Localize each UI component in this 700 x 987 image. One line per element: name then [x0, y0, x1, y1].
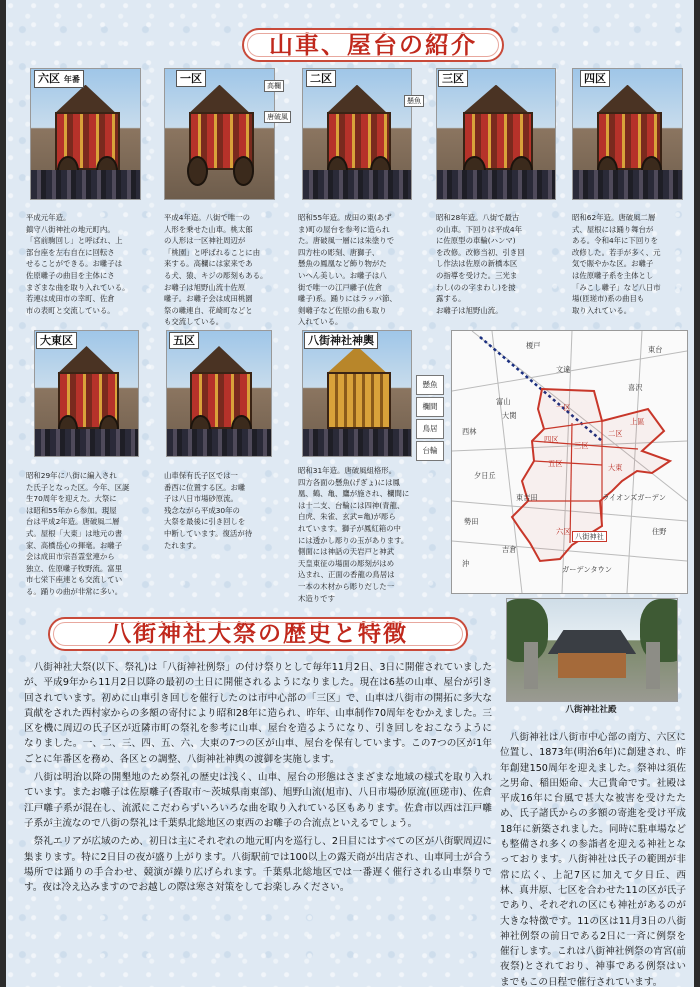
- label-mikoshi: 八街神社神輿: [304, 332, 378, 349]
- section-title-history: 八街神社大祭の歴史と特徴: [48, 617, 468, 651]
- tag-gegyo: 懸魚: [404, 95, 424, 107]
- map-label-bunchigai: 文違: [556, 365, 571, 374]
- map-label-seta: 勢田: [464, 517, 479, 526]
- label-yonku: 四区: [580, 70, 610, 87]
- shrine-caption: 八街神社社殿: [565, 705, 617, 715]
- map-label-sanku: 三区: [574, 441, 589, 450]
- map-label-yuhigaoka: 夕日丘: [474, 471, 496, 480]
- label-niku: 二区: [306, 70, 336, 87]
- tag-kouran: 高欄: [264, 80, 284, 92]
- desc-niku: 昭和55年造。成田の東(あず ま)町の屋台を参考に造られ た。唐破風一層には朱塗りで 四方柱の彫刻、唐獅子、 懸魚の鳳凰など飾り物がた いへん美しい。お囃子は八 街で唯一の江戸囃子(佐倉 囃子)系。踊りにはラッパ節、 剣囃子など佐原の曲も取り 入れている。: [298, 213, 397, 327]
- map-label-sumino: 住野: [652, 527, 667, 536]
- photo-ikku: [164, 68, 275, 200]
- map-label-daito: 大東: [608, 463, 623, 472]
- history-paragraph-3: 祭礼エリアが広域のため、初日は主にそれぞれの地元町内を巡行し、2日目にはすべての区が八街駅周辺に集まります。特に2日目の夜が盛り上がります。八街駅前では100以上の露天商が出店され、山車同士が合う場所では踊りの手合わせ、競演が繰り広げられます。千葉県北総地区では一番遅く催行される山車祭りです。夜は冷え込みますのでお越しの際は寒さ対策をしてお楽しみください。: [24, 836, 492, 894]
- history-paragraph-2: 八街は明治以降の開墾地のため祭礼の歴史は浅く、山車、屋台の形態はさまざまな地域の様式を取り入れています。またお囃子は佐原囃子(香取市〜茨城県南東部)、旭野山流(旭市)、八日市場砂原流(匝瑳市)、佐倉江戸囃子系が混在し、流派にこだわらずいろいろな曲を取り入れている区もあります。佐倉市以西は江戸囃子系が主流なので八街の祭礼は千葉県北総地区の東西のお囃子の合流点といえるでしょう。: [24, 772, 492, 829]
- map-label-tomiyama: 富山: [496, 397, 511, 406]
- map-label-ozeki: 大関: [502, 411, 517, 420]
- photo-yonku: [572, 68, 683, 200]
- tag-mikoshi-ranma: 欄間: [416, 397, 444, 417]
- label-daitoku: 大東区: [36, 332, 77, 349]
- page: [6, 0, 694, 987]
- desc-rokku: 平成元年造。 鎮守八街神社の地元町内。 「宮前駒回し」と呼ばれ、上 部台座を左右自在に回転さ せることができる。お囃子は 佐原囃子の曲目を主体にさ まざまな曲を取り入れている。 若連は成田市の幸町、佐倉 市の表町と交流している。: [26, 213, 130, 315]
- history-text: [24, 660, 492, 895]
- map-label-nishibayashi: 西林: [462, 427, 477, 436]
- map-label-ikku: 一区: [556, 403, 571, 412]
- label-ikku: 一区: [176, 70, 206, 87]
- map-label-enokido: 榎戸: [526, 341, 541, 350]
- label-sanku: 三区: [438, 70, 468, 87]
- map-label-kizawa: 喜沢: [628, 383, 643, 392]
- map-label-higashiyoshida: 東吉田: [516, 493, 538, 502]
- shrine-text: 八街神社は八街市中心部の南方、六区に位置し、1873年(明治6年)に創建され、昨年創建150周年を迎えました。祭神は須佐之男命、稲田姫命、大己貴命です。社殿は平成16年に台風で甚大な被害を受けたため、氏子諸氏からの多額の寄進を受け平成18年に新築されました。同時に駐車場なども整備され多くの参詣者を迎える神社となっております。八街神社は氏子の範囲が非常に広く、上記7区に加えて夕日丘、西林、真井原、七区を合わせた11の区が氏子であり、それぞれの区にも神社があるのが大きな特徴です。11の区は11月3日の八街神社例祭の前日である2日に一斉に例祭を催行します。これは八街神社例祭の宵宮(前夜祭)とされており、神事である例祭はいまでもこの日程で催行されています。: [500, 732, 686, 987]
- map-label-goku: 五区: [548, 459, 563, 468]
- section-title-floats: 山車、屋台の紹介: [242, 28, 504, 62]
- map-label-higashidai: 東台: [648, 345, 663, 354]
- photo-niku: [302, 68, 412, 200]
- tag-mikoshi-gegyo: 懸魚: [416, 375, 444, 395]
- label-rokku: 六区 年番: [34, 70, 84, 88]
- label-goku: 五区: [169, 332, 199, 349]
- map-label-yoshikura: 吉倉: [502, 545, 517, 554]
- photo-sanku: [436, 68, 556, 200]
- desc-sanku: 昭和28年造。八街で最古 の山車。下回りは平成4年 に佐原型の車輪(ハンマ) を改修。改修当初、引き回 し作法は佐原の新橋本区 の指導を受けた。三光ま わし(のの字まわし)を披 露する。 お囃子は旭野山流。: [436, 213, 525, 315]
- history-paragraph-1: 八街神社大祭(以下、祭礼)は「八街神社例祭」の付け祭りとして毎年11月2日、3日に開催されていましたが、平成9年から11月2日以降の最初の土日に開催されるようになりました。現在は6基の山車、屋台が引き回されています。初めに山車引き回しを催行したのは市中心部の「三区」で、山車は八街市の開拓に多大な貢献をされた西村家からの多額の寄付により昭和28年に造られ、昨年、山車制作70周年をむかえました。三区を機に周辺の氏子区が近隣市町の祭礼を参考に山車、屋台を造るようになり、引き回しをおこなうようになりました。一、二、三、四、五、六、大東の7つの区が山車、屋台を保有しています。この7つの区が1年ごとに年番区を務め、各区との調整、八街神社神輿の渡御を実施します。: [24, 662, 492, 765]
- desc-mikoshi: 昭和31年造。唐破風組格形。 四方各面の懸魚(げぎょ)には鳳 凰、鶴、亀、鷹が施され、欄間に は十二支、台輪には四神(青龍、 白虎、朱雀、玄武=亀)が彫ら れています。獅子が鳳紅箱の中 には透かし彫りの玉があります。 側面には神話の天岩戸と神武 天皇東征の場面の彫刻がはめ 込まれ、正面の香龍の鳥居は 一本の木材から彫りだした一 木造りです: [298, 466, 410, 603]
- map-label-lions: ライオンズガーデン: [602, 493, 666, 502]
- tag-mikoshi-torii: 鳥居: [416, 419, 444, 439]
- photo-daitoku: [34, 330, 139, 457]
- map-label-joku: 上區: [630, 417, 645, 426]
- desc-daitoku: 昭和29年に八街に編入され た氏子となった区。今年、区誕 生70周年を迎えた。大祭に は昭和55年から参加。現屋 台は平成2年造。唐破風二層 式。屋根「大東」は地元の書 家、高橋岳心の揮毫。お囃子 会は成田市宗吾霊堂連から 独立、佐原囃子牧野流。富里 市七栄下座連とも交流してい る。踊りの曲が非常に多い。: [26, 471, 130, 596]
- tag-mikoshi-daiwa: 台輪: [416, 441, 444, 461]
- desc-goku: 山車保有氏子区では一 番西に位置する区。お囃 子は八日市場砂原流。 残念ながら平成30年の 大祭を最後に引き回しを 中断しています。復活が待 たれます。: [164, 471, 253, 550]
- photo-mikoshi: [302, 330, 412, 457]
- map: [451, 330, 688, 594]
- map-label-rokku: 六区: [556, 527, 571, 536]
- map-label-oki: 沖: [462, 559, 470, 568]
- map-label-garden: ガーデンタウン: [562, 565, 612, 574]
- tag-karahafu: 唐破風: [264, 111, 291, 123]
- map-label-yonku: 四区: [544, 435, 559, 444]
- shrine-photo: [506, 598, 678, 702]
- map-label-niku: 二区: [608, 429, 623, 438]
- map-label-shrine: 八街神社: [572, 531, 607, 542]
- desc-yonku: 昭和62年造。唐破風二層 式、屋根には踊り舞台が ある。令和4年に下回りを 改修した。若手が多く、元 気で賑やかな区。お囃子 は佐原囃子系を主体とし 「みこし囃子」など八日市 場(匝瑳市)系の曲目も 取り入れている。: [572, 213, 661, 315]
- desc-ikku: 平成4年造。八街で唯一の 人形を乗せた山車。桃太郎 の人形は一区神社周辺が 「桃園」と呼ばれることに由 来する。高欄には家来であ る犬、猿、キジの彫刻もある。 お囃子は旭野山流十佐原 囃子。お囃子会は成田桃園 祭の囃連自、花崎町などと も交流している。: [164, 213, 268, 327]
- photo-goku: [166, 330, 272, 457]
